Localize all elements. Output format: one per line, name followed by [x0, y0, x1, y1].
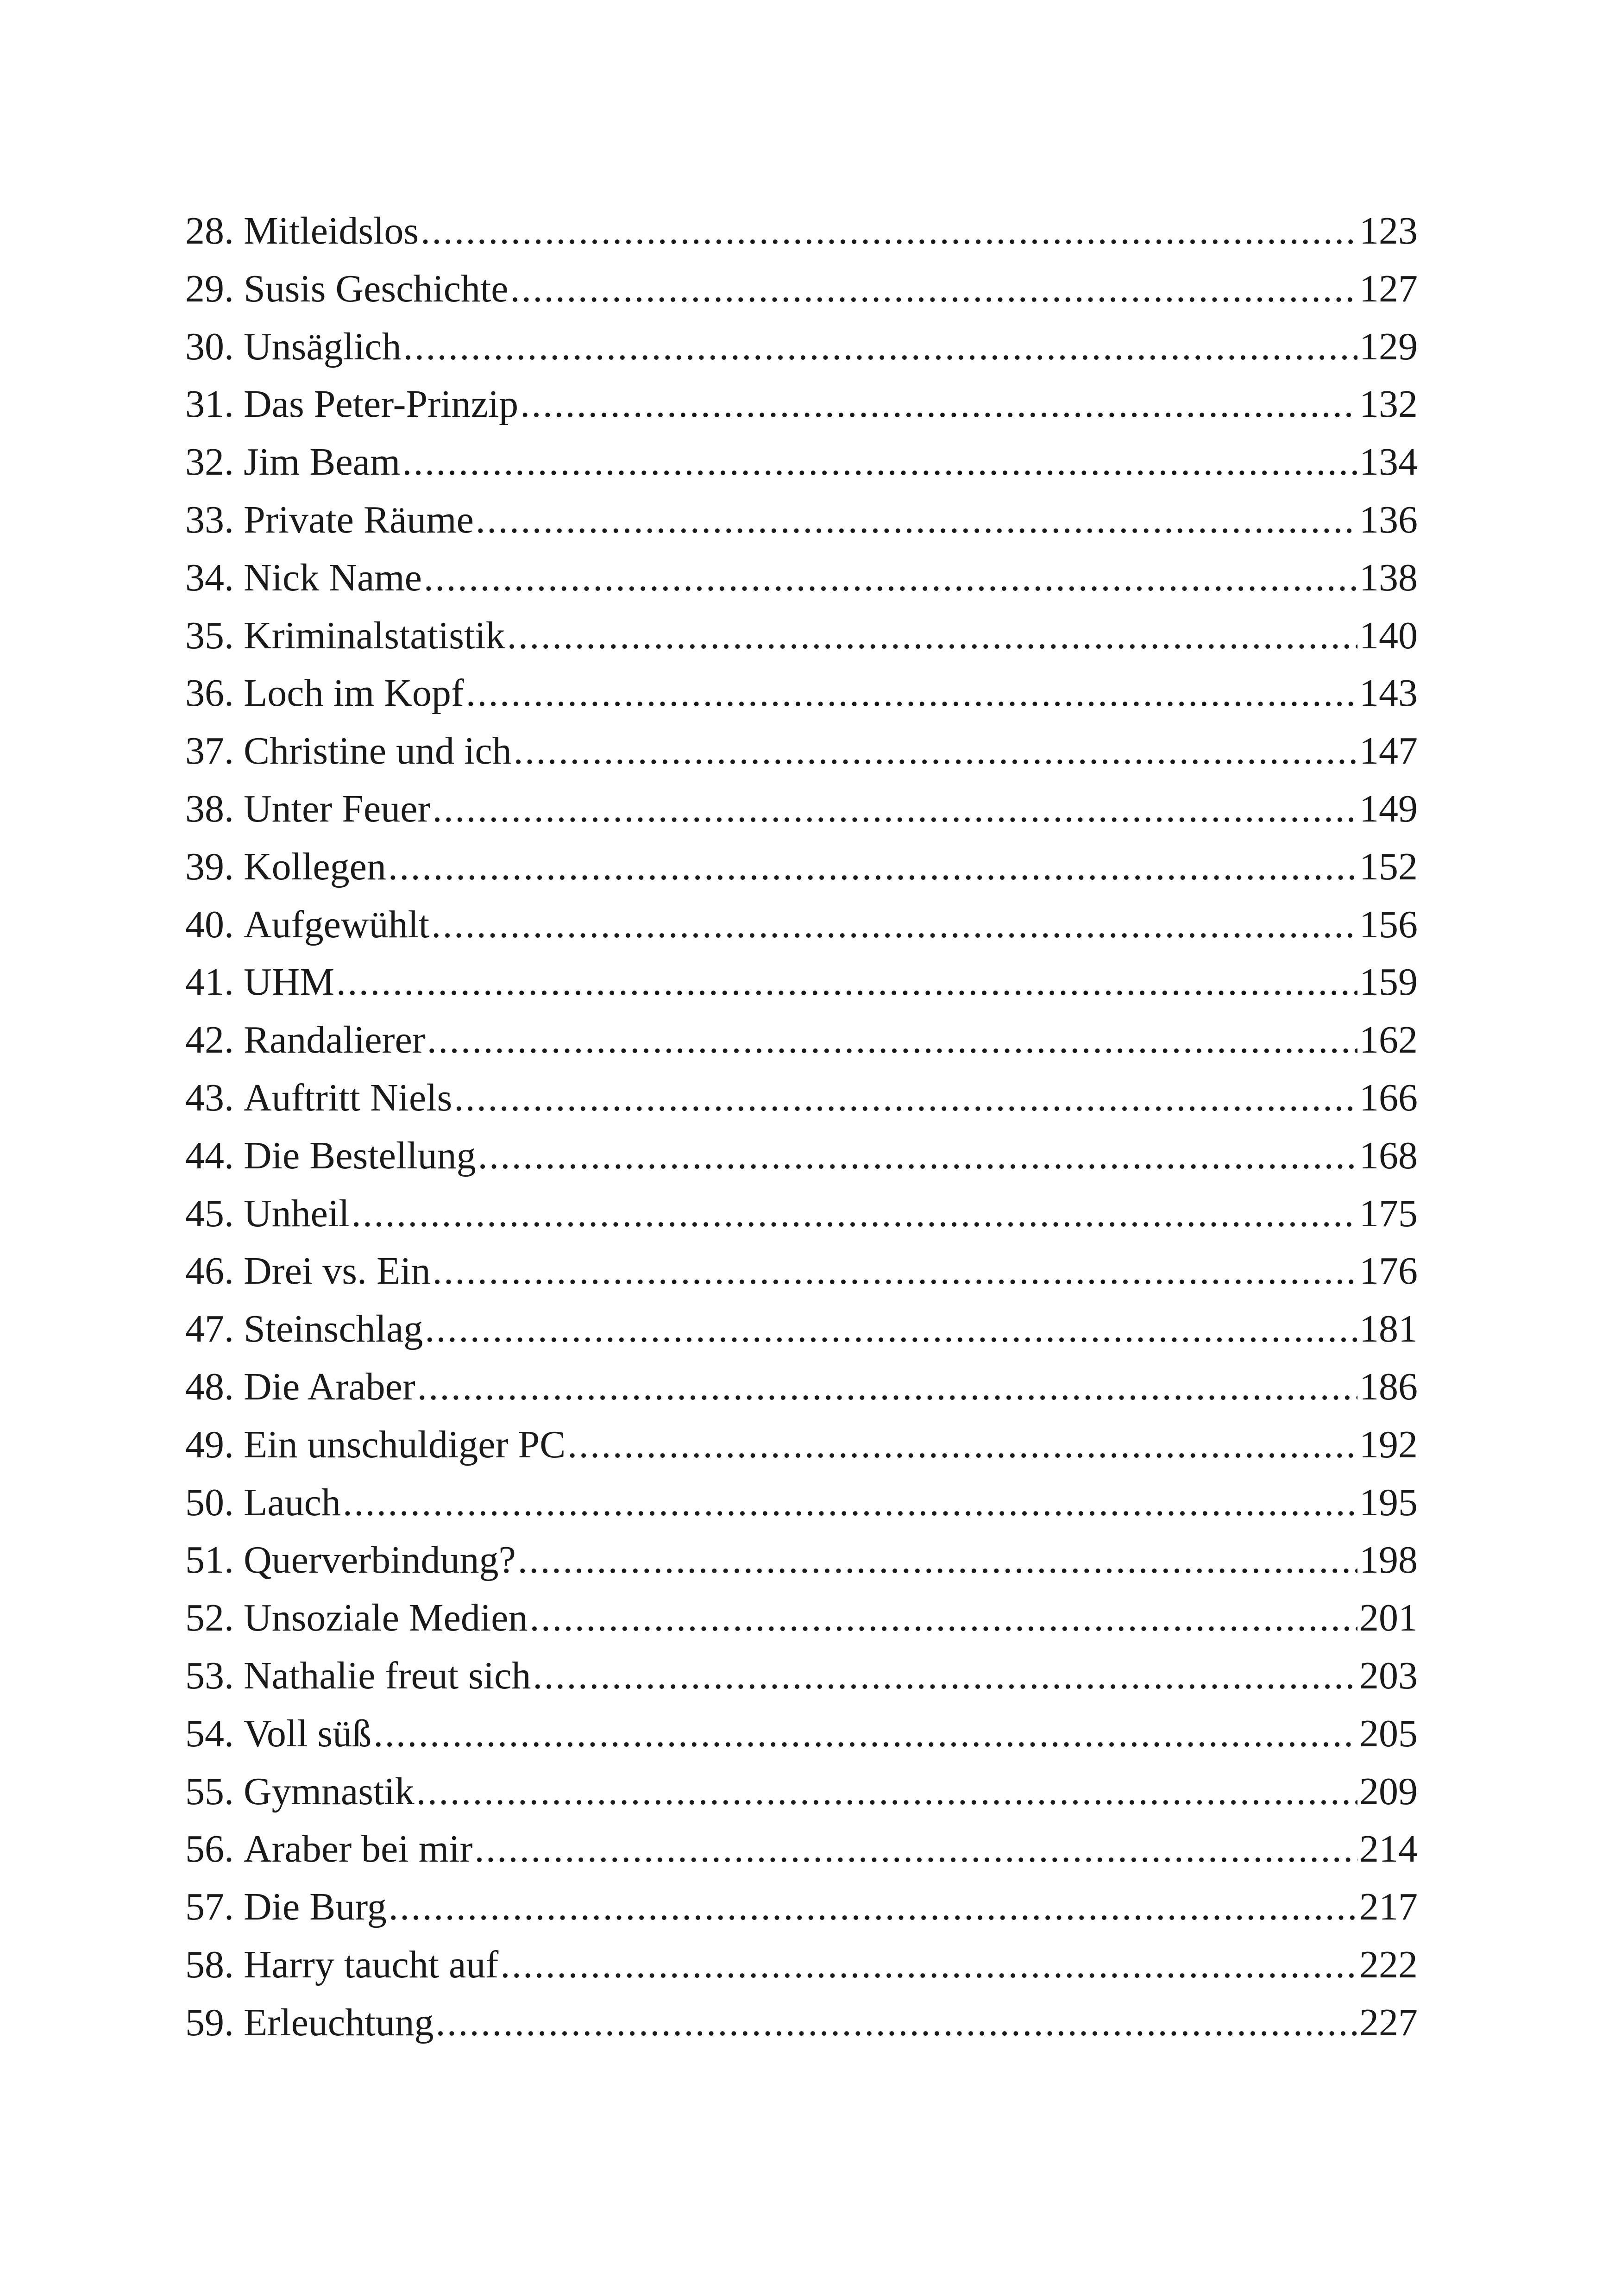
dot-leader — [466, 665, 1357, 722]
dot-leader — [352, 1185, 1357, 1243]
toc-entry — [185, 1300, 1418, 1358]
toc-entry — [185, 1474, 1418, 1532]
toc-entry — [185, 1185, 1418, 1243]
chapter-number: 28. — [185, 209, 234, 252]
dot-leader — [454, 1069, 1357, 1127]
dot-leader — [520, 376, 1357, 433]
chapter-title: Unter Feuer — [244, 787, 431, 830]
chapter-title: Nick Name — [244, 556, 422, 599]
toc-entry — [185, 607, 1418, 665]
chapter-title: Gymnastik — [244, 1769, 415, 1813]
toc-entry — [185, 665, 1418, 722]
page-number: 176 — [1359, 1249, 1418, 1293]
page-number: 186 — [1359, 1365, 1418, 1408]
chapter-title: Loch im Kopf — [244, 671, 464, 715]
chapter-title: Kollegen — [244, 845, 386, 888]
chapter-number: 50. — [185, 1480, 234, 1524]
dot-leader — [474, 1820, 1357, 1878]
toc-entry — [185, 1878, 1418, 1936]
chapter-number: 47. — [185, 1307, 234, 1351]
toc-entry — [185, 318, 1418, 376]
chapter-number: 45. — [185, 1192, 234, 1235]
chapter-number: 37. — [185, 729, 234, 773]
dot-leader — [424, 549, 1357, 607]
toc-entry — [185, 1416, 1418, 1474]
chapter-number: 53. — [185, 1654, 234, 1697]
toc-entry — [185, 1994, 1418, 2052]
dot-leader — [421, 202, 1357, 260]
page-number: 209 — [1359, 1769, 1418, 1813]
toc-entry — [185, 1589, 1418, 1647]
chapter-title: Randalierer — [244, 1018, 425, 1062]
chapter-number: 39. — [185, 845, 234, 888]
dot-leader — [436, 1994, 1357, 2052]
dot-leader — [431, 896, 1357, 954]
chapter-title: Querverbindung? — [244, 1538, 516, 1582]
chapter-number: 43. — [185, 1076, 234, 1119]
dot-leader — [402, 433, 1357, 491]
page-number: 166 — [1359, 1076, 1418, 1119]
dot-leader — [403, 318, 1357, 376]
page-number: 214 — [1359, 1827, 1418, 1871]
page-number: 132 — [1359, 383, 1418, 426]
dot-leader — [507, 607, 1357, 665]
toc-entry — [185, 260, 1418, 318]
dot-leader — [529, 1589, 1357, 1647]
toc-entry — [185, 1127, 1418, 1185]
toc-entry — [185, 1531, 1418, 1589]
chapter-number: 30. — [185, 325, 234, 368]
page-number: 181 — [1359, 1307, 1418, 1351]
page-number: 175 — [1359, 1192, 1418, 1235]
dot-leader — [433, 1242, 1357, 1300]
chapter-number: 36. — [185, 671, 234, 715]
chapter-title: UHM — [244, 960, 335, 1004]
chapter-number: 31. — [185, 383, 234, 426]
chapter-title: Mitleidslos — [244, 209, 419, 252]
chapter-title: Christine und ich — [244, 729, 512, 773]
dot-leader — [427, 1011, 1357, 1069]
toc-entry — [185, 376, 1418, 433]
toc-entry — [185, 1358, 1418, 1416]
chapter-title: Unheil — [244, 1192, 350, 1235]
dot-leader — [518, 1531, 1357, 1589]
chapter-title: Ein unschuldiger PC — [244, 1423, 566, 1466]
page-number: 138 — [1359, 556, 1418, 599]
chapter-title: Auftritt Niels — [244, 1076, 452, 1119]
chapter-title: Harry taucht auf — [244, 1943, 499, 1986]
dot-leader — [567, 1416, 1357, 1474]
dot-leader — [476, 491, 1357, 549]
chapter-title: Steinschlag — [244, 1307, 423, 1351]
chapter-number: 52. — [185, 1596, 234, 1640]
page-number: 168 — [1359, 1134, 1418, 1177]
toc-entry — [185, 491, 1418, 549]
dot-leader — [336, 954, 1357, 1011]
dot-leader — [416, 1763, 1357, 1821]
toc-entry — [185, 1820, 1418, 1878]
page-number: 129 — [1359, 325, 1418, 368]
chapter-number: 54. — [185, 1712, 234, 1755]
toc-entry — [185, 780, 1418, 838]
dot-leader — [343, 1474, 1357, 1532]
page-number: 198 — [1359, 1538, 1418, 1582]
toc-entry — [185, 896, 1418, 954]
chapter-title: Unsoziale Medien — [244, 1596, 528, 1640]
chapter-title: Aufgewühlt — [244, 903, 430, 946]
chapter-title: Die Burg — [244, 1885, 387, 1929]
page-number: 203 — [1359, 1654, 1418, 1697]
page-number: 205 — [1359, 1712, 1418, 1755]
chapter-number: 40. — [185, 903, 234, 946]
chapter-title: Nathalie freut sich — [244, 1654, 531, 1697]
chapter-title: Das Peter-Prinzip — [244, 383, 519, 426]
chapter-title: Unsäglich — [244, 325, 402, 368]
page-number: 134 — [1359, 440, 1418, 484]
chapter-number: 56. — [185, 1827, 234, 1871]
toc-entry — [185, 838, 1418, 896]
chapter-title: Erleuchtung — [244, 2001, 434, 2044]
toc-entry — [185, 722, 1418, 780]
page-number: 136 — [1359, 498, 1418, 541]
dot-leader — [417, 1358, 1357, 1416]
chapter-number: 57. — [185, 1885, 234, 1929]
dot-leader — [425, 1300, 1357, 1358]
toc-entry — [185, 954, 1418, 1011]
chapter-number: 38. — [185, 787, 234, 830]
chapter-title: Jim Beam — [244, 440, 401, 484]
chapter-number: 33. — [185, 498, 234, 541]
page-number: 201 — [1359, 1596, 1418, 1640]
dot-leader — [388, 838, 1357, 896]
page-number: 127 — [1359, 267, 1418, 310]
toc-entry — [185, 1763, 1418, 1821]
dot-leader — [433, 780, 1357, 838]
chapter-title: Drei vs. Ein — [244, 1249, 431, 1293]
chapter-number: 49. — [185, 1423, 234, 1466]
dot-leader — [373, 1705, 1357, 1763]
dot-leader — [510, 260, 1357, 318]
dot-leader — [514, 722, 1357, 780]
chapter-title: Susis Geschichte — [244, 267, 509, 310]
toc-entry — [185, 202, 1418, 260]
dot-leader — [478, 1127, 1357, 1185]
page-number: 195 — [1359, 1480, 1418, 1524]
page-number: 159 — [1359, 960, 1418, 1004]
page-number: 222 — [1359, 1943, 1418, 1986]
toc-entry — [185, 1705, 1418, 1763]
chapter-title: Araber bei mir — [244, 1827, 473, 1871]
chapter-title: Private Räume — [244, 498, 474, 541]
page-number: 152 — [1359, 845, 1418, 888]
toc-entry — [185, 1936, 1418, 1994]
toc-entry — [185, 1011, 1418, 1069]
dot-leader — [533, 1647, 1357, 1705]
chapter-number: 35. — [185, 614, 234, 657]
chapter-number: 51. — [185, 1538, 234, 1582]
page-number: 227 — [1359, 2001, 1418, 2044]
chapter-number: 32. — [185, 440, 234, 484]
page-number: 156 — [1359, 903, 1418, 946]
page-number: 143 — [1359, 671, 1418, 715]
chapter-number: 41. — [185, 960, 234, 1004]
page-number: 217 — [1359, 1885, 1418, 1929]
toc-entry — [185, 1647, 1418, 1705]
chapter-number: 58. — [185, 1943, 234, 1986]
chapter-title: Lauch — [244, 1480, 341, 1524]
chapter-number: 34. — [185, 556, 234, 599]
toc-entry — [185, 433, 1418, 491]
chapter-number: 55. — [185, 1769, 234, 1813]
toc-entry — [185, 1242, 1418, 1300]
toc-entry — [185, 1069, 1418, 1127]
toc-entry — [185, 549, 1418, 607]
page-number: 123 — [1359, 209, 1418, 252]
dot-leader — [500, 1936, 1357, 1994]
page-number: 140 — [1359, 614, 1418, 657]
chapter-title: Die Araber — [244, 1365, 415, 1408]
chapter-number: 29. — [185, 267, 234, 310]
chapter-number: 59. — [185, 2001, 234, 2044]
chapter-title: Die Bestellung — [244, 1134, 476, 1177]
chapter-number: 48. — [185, 1365, 234, 1408]
chapter-number: 46. — [185, 1249, 234, 1293]
page-number: 192 — [1359, 1423, 1418, 1466]
chapter-number: 44. — [185, 1134, 234, 1177]
table-of-contents — [185, 202, 1418, 2052]
page-number: 147 — [1359, 729, 1418, 773]
page-number: 162 — [1359, 1018, 1418, 1062]
chapter-title: Kriminalstatistik — [244, 614, 505, 657]
chapter-title: Voll süß — [244, 1712, 372, 1755]
page-number: 149 — [1359, 787, 1418, 830]
dot-leader — [389, 1878, 1357, 1936]
chapter-number: 42. — [185, 1018, 234, 1062]
